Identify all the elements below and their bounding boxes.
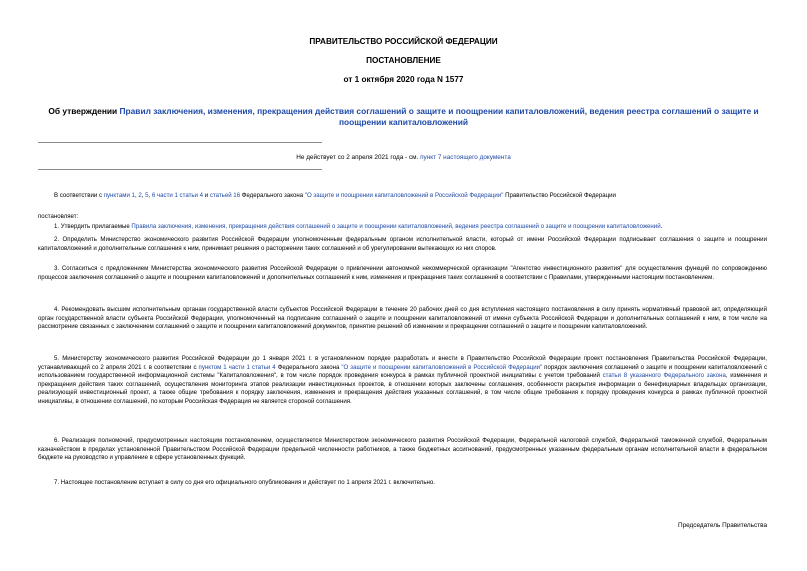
title-rules-link[interactable]: Правил заключения, изменения, прекращения действия соглашений о защите и поощрении капиталовложений, ведения реестра соглашений о защите и поощрении капиталовложений <box>119 106 759 127</box>
validity-notice-text: Не действует со 2 апреля 2021 года - см. <box>296 154 421 161</box>
approved-rules-link[interactable]: Правила заключения, изменения, прекращения действия соглашений о защите и поощрении капиталовложений, ведения реестра соглашений о защите и поощрении капиталовложений <box>131 223 661 230</box>
paragraph-3: 3. Согласиться с предложением Министерства экономического развития Российской Федерации о привлечении автономной некоммерческой организации "Агентство инвестиционного развития" для осуществления функций по сопровождению процессов заключения соглашений о защите и поощрении капиталовложений и дополнительных соглашений к ним, изменения и прекращения таких соглашений в соответствии с Правилами, утвержденными настоящим постановлением. <box>38 265 767 281</box>
intro-text: , <box>148 192 152 199</box>
intro-text: Федерального закона <box>240 192 305 199</box>
paragraph-1-text: 1. Утвердить прилагаемые <box>54 223 132 230</box>
paragraph-5-text: 5. Министерству экономического развития Российской Федерации до 1 января 2021 г. в установленном порядке разработать и внести в Правительство Российской Федерации проект постановления Правительства Российской Федерации, устанавливающий со 2 апреля 2021 г. в соответствии с <box>38 355 767 371</box>
federal-law-link[interactable]: "О защите и поощрении капиталовложений в Российской Федерации" <box>304 192 504 199</box>
intro-text: , <box>141 192 146 199</box>
separator-top <box>38 142 322 143</box>
intro-text: и <box>203 192 210 199</box>
validity-notice <box>0 154 807 162</box>
paragraph-1 <box>38 223 767 232</box>
decree-word: постановляет: <box>38 213 79 220</box>
document-type: ПОСТАНОВЛЕНИЕ <box>366 56 441 65</box>
law-point-5-link[interactable]: 5 <box>145 192 149 199</box>
intro-paragraph <box>38 192 767 201</box>
paragraph-5-text: , изменения и прекращения действия таких соглашений, осуществления мониторинга этапов реализации инвестиционных проектов, в отношении которых заключены соглашения, особенности раскрытия информации о бенефициарных владельцах организации, реализующей инвестиционный проект, а также общие требования к порядку заключения, изменения и прекращения действия указанных соглашений, в том числе общие требования к порядку проведения конкурса в рамках публичной проектной инициативы, в отношении соглашений, по которым Российская Федерация не является стороной соглашения. <box>38 372 767 405</box>
federal-law-link-2[interactable]: "О защите и поощрении капиталовложений в Российской Федерации" <box>341 363 543 371</box>
clause-7-link[interactable]: пункт 7 настоящего документа <box>420 154 511 161</box>
paragraph-4: 4. Рекомендовать высшим исполнительным органам государственной власти субъектов Российской Федерации в течение 20 рабочих дней со дня вступления настоящего постановления в силу принять нормативный правовой акт, определяющий орган государственной власти субъекта Российской Федерации, уполномоченный на подписание соглашений о защите и поощрении капиталовложений от имени субъекта Российской Федерации и дополнительных соглашений к ним, в том числе на рассмотрение связанных с заключением соглашений о защите и поощрении капиталовложений документов, принятие решений об изменении и прекращении соглашений о защите и поощрении капиталовложений. <box>38 306 767 331</box>
signature-line: Председатель Правительства <box>678 522 767 529</box>
government-heading: ПРАВИТЕЛЬСТВО РОССИЙСКОЙ ФЕДЕРАЦИИ <box>309 37 498 46</box>
document-date-number: от 1 октября 2020 года N 1577 <box>343 75 464 84</box>
paragraph-5-text: Федерального закона <box>275 363 342 371</box>
law-point-1-link[interactable]: пунктами 1 <box>103 192 135 199</box>
paragraph-2: 2. Определить Министерство экономического развития Российской Федерации уполномоченным федеральным органом исполнительной власти, который от имени Российской Федерации подписывает соглашения о защите и поощрении капиталовложений и дополнительные соглашения к ним, принимает решения о расторжении таких соглашений и об урегулировании вытекающих из них споров. <box>38 236 767 252</box>
document-title <box>40 106 767 128</box>
law-article-16-link[interactable]: статьей 16 <box>209 192 241 199</box>
title-prefix: Об утверждении <box>48 106 120 116</box>
paragraph-5-text: порядок заключения соглашений о защите и поощрении капиталовложений с использованием государственной информационной системы "Капиталовложения", в том числе порядок проведения конкурса в рамках публичной проектной инициативы с учетом требований <box>38 363 767 380</box>
law-article-4-point-1-link[interactable]: пунктом 1 части 1 статьи 4 <box>198 363 276 371</box>
intro-text: Правительство Российской Федерации <box>503 192 616 199</box>
law-article-8-link[interactable]: статьи 8 указанного Федерального закона <box>602 372 726 380</box>
law-point-2-link[interactable]: 2 <box>138 192 142 199</box>
intro-text: , <box>134 192 139 199</box>
intro-text: В соответствии с <box>54 192 104 199</box>
paragraph-6: 6. Реализация полномочий, предусмотренных настоящим постановлением, осуществляется Министерством экономического развития Российской Федерации, Федеральной налоговой службой, Федеральной таможенной службой, Федеральным казначейством в пределах установленной Правительством Российской Федерации предельной численности работников, а также бюджетных ассигнований, предусмотренных указанным федеральным органам исполнительной власти в федеральном бюджете на руководство и управление в сфере установленных функций. <box>38 437 767 462</box>
law-article-4-link[interactable]: 6 части 1 статьи 4 <box>151 192 204 199</box>
separator-bottom <box>38 169 322 170</box>
paragraph-1-text: . <box>660 223 663 230</box>
paragraph-5 <box>38 355 767 407</box>
paragraph-7: 7. Настоящее постановление вступает в силу со дня его официального опубликования и действует по 1 апреля 2021 г. включительно. <box>54 479 435 486</box>
